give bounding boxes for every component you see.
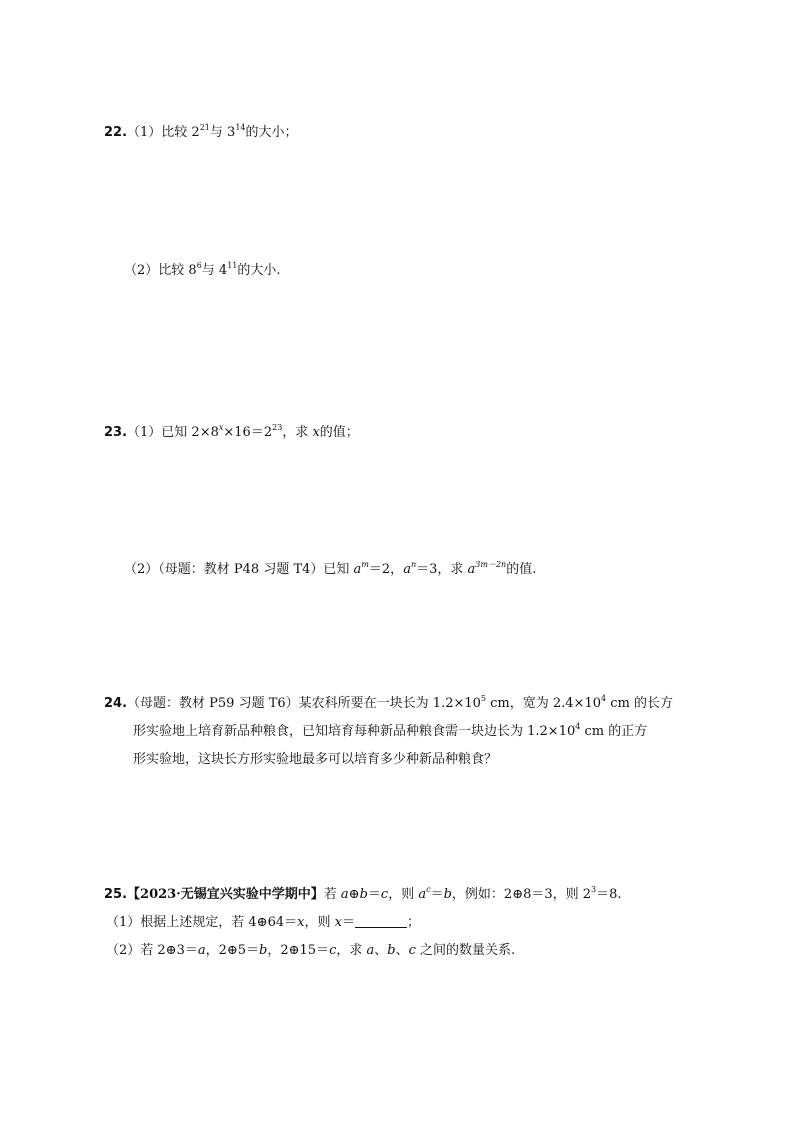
- text: 的大小.: [237, 263, 281, 278]
- question-23-part-2: [124, 561, 536, 579]
- variable: b: [359, 887, 368, 902]
- variable: a: [353, 562, 362, 577]
- text: ＝2，: [368, 562, 404, 577]
- source-tag: 【2023·无锡宜兴实验中学期中】: [127, 887, 324, 902]
- question-25-line-1: [104, 886, 622, 904]
- text: 、: [374, 943, 388, 958]
- exponent: [361, 560, 369, 569]
- exponent: 11: [227, 261, 238, 270]
- exponent: 14: [235, 123, 246, 132]
- text: 与 3: [209, 125, 236, 140]
- question-number: 23.: [104, 425, 128, 440]
- text: （母题：教材 P59 习题 T6）某农科所要在一块长为 1.2×10: [127, 696, 481, 711]
- text: ，则: [388, 887, 419, 902]
- variable: 3m－2n: [475, 560, 507, 569]
- text: ×16＝2: [223, 425, 273, 440]
- text: ；: [406, 915, 420, 930]
- question-number: 25.: [104, 887, 128, 902]
- text: ，2⊕15＝: [267, 943, 330, 958]
- text: 与 4: [201, 263, 228, 278]
- text: cm 的正方: [580, 724, 648, 739]
- question-24-line-3: [133, 751, 497, 769]
- variable: x: [312, 425, 320, 440]
- text: ＝: [367, 887, 381, 902]
- answer-blank[interactable]: [355, 915, 407, 928]
- variable: x: [334, 915, 342, 930]
- question-22-part-1: [104, 124, 298, 142]
- text: （1）根据上述规定，若 4⊕64＝: [106, 915, 298, 930]
- text: 形实验地上培育新品种粮食，已知培育每种新品种粮食需一块边长为 1.2×10: [133, 724, 576, 739]
- exponent: [475, 560, 506, 569]
- exponent: 4: [600, 694, 607, 703]
- text: 之间的数量关系.: [415, 943, 516, 958]
- variable: a: [340, 887, 349, 902]
- text: ＝3，求: [416, 562, 468, 577]
- variable: x: [297, 915, 305, 930]
- text: （1）已知 2×8: [127, 425, 219, 440]
- text: ＝: [430, 887, 444, 902]
- text: ，2⊕5＝: [205, 943, 260, 958]
- variable: c: [426, 885, 431, 894]
- text: （2）若 2⊕3＝: [106, 943, 198, 958]
- question-number: 22.: [104, 125, 128, 140]
- variable: b: [259, 943, 268, 958]
- exponent: 3: [591, 885, 597, 894]
- variable: b: [443, 887, 452, 902]
- variable: x: [218, 423, 224, 432]
- text: 形实验地，这块长方形实验地最多可以培育多少种新品种粮食？: [133, 752, 498, 767]
- text: 若: [323, 887, 341, 902]
- variable: b: [387, 943, 396, 958]
- exponent: 6: [196, 261, 202, 270]
- question-number: 24.: [104, 696, 128, 711]
- exponent: 4: [575, 722, 581, 731]
- question-24-line-2: [133, 723, 647, 741]
- text: cm，宽为 2.4×10: [486, 696, 601, 711]
- question-24-line-1: [104, 695, 673, 713]
- text: ，求: [336, 943, 367, 958]
- variable: a: [467, 562, 476, 577]
- text: ，例如：2⊕8＝3，则 2: [451, 887, 592, 902]
- question-22-part-2: [124, 262, 281, 280]
- text: 、: [395, 943, 409, 958]
- exponent: 5: [480, 694, 486, 703]
- variable: c: [380, 887, 389, 902]
- question-25-part-2: [106, 942, 515, 960]
- exponent: 21: [199, 123, 210, 132]
- text: （2）（母题：教材 P48 习题 T4）已知: [124, 562, 354, 577]
- question-23-part-1: [104, 424, 359, 442]
- text: 的大小；: [245, 125, 298, 140]
- variable: c: [408, 943, 416, 958]
- operator: ⊕: [348, 887, 360, 902]
- text: （1）比较 2: [127, 125, 200, 140]
- variable: a: [403, 562, 411, 577]
- variable: m: [361, 560, 369, 569]
- text: ，求: [282, 425, 313, 440]
- text: ，则: [304, 915, 335, 930]
- question-25-part-1: [106, 914, 420, 932]
- variable: c: [329, 943, 337, 958]
- text: ＝8.: [596, 887, 622, 902]
- variable: n: [410, 560, 417, 569]
- text: 的值.: [506, 562, 537, 577]
- variable: a: [366, 943, 375, 958]
- text: cm 的长方: [606, 696, 673, 711]
- text: （2）比较 8: [124, 263, 197, 278]
- variable: a: [197, 943, 206, 958]
- text: 的值；: [319, 425, 359, 440]
- exponent: 23: [272, 423, 283, 432]
- variable: a: [418, 887, 427, 902]
- text: ＝: [341, 915, 355, 930]
